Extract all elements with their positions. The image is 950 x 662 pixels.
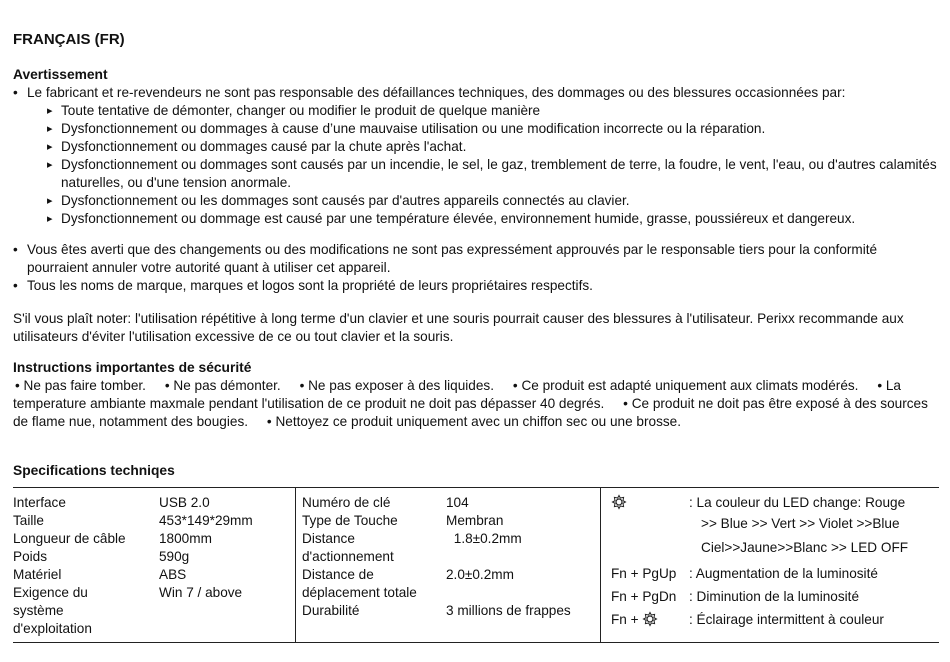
spec-value: 590g bbox=[159, 549, 190, 564]
notes-section bbox=[13, 241, 939, 295]
safety-heading: Instructions importantes de sécurité bbox=[13, 360, 252, 375]
warning-intro-text: Le fabricant et re-revendeurs ne sont pas responsable des défaillances techniques, des dommages ou des blessures occasionnées par: bbox=[27, 85, 846, 100]
notes-list bbox=[13, 241, 939, 295]
spec-row bbox=[302, 494, 600, 512]
spec-key: Distance de déplacement totale bbox=[302, 567, 417, 600]
spec-value: 1800mm bbox=[159, 531, 212, 546]
warning-item: ▸ Dysfonctionnement ou dommages sont causés par un incendie, le sel, le gaz, tremblement de terre, la foudre, le vent, l'eau, ou d'autres calamités naturelles, ou d'une tension anormale. bbox=[47, 156, 939, 192]
fn-desc: : Éclairage intermittent à couleur bbox=[689, 612, 884, 627]
note-item: • Tous les noms de marque, marques et logos sont la propriété de leurs propriétaires respectifs. bbox=[13, 277, 939, 295]
spec-value: 3 millions de frappes bbox=[446, 603, 571, 618]
spec-value: Membran bbox=[446, 513, 504, 528]
fn-row-pgdn bbox=[611, 588, 939, 606]
spec-key: Interface bbox=[13, 495, 66, 510]
led-gear-icon bbox=[611, 494, 689, 560]
warning-item: ▸ Dysfonctionnement ou les dommages sont causés par d'autres appareils connectés au clavier. bbox=[47, 192, 939, 210]
warning-item: ▸ Toute tentative de démonter, changer ou modifier le produit de quelque manière bbox=[47, 102, 939, 120]
led-gear-icon bbox=[642, 611, 658, 627]
specs-heading: Specifications techniqes bbox=[13, 463, 175, 478]
note-item: • Vous êtes averti que des changements ou des modifications ne sont pas expressément approuvés par le responsable tiers pour la conformité pourraient annuler votre autorité quant à utiliser cet appareil. bbox=[13, 241, 939, 277]
warning-item: ▸ Dysfonctionnement ou dommages à cause d’une mauvaise utilisation ou une modification incorrecte ou la réparation. bbox=[47, 120, 939, 138]
spec-key: Matériel bbox=[13, 567, 62, 582]
safety-item: Ne pas faire tomber. bbox=[23, 378, 146, 393]
safety-item: Ce produit ne doit pas être exposé à des sources de flame nue, notamment des bougies. bbox=[13, 396, 928, 429]
spec-value: 453*149*29mm bbox=[159, 513, 253, 528]
safety-item: Ne pas démonter. bbox=[173, 378, 281, 393]
spec-value: Win 7 / above bbox=[159, 585, 243, 600]
fn-row-pgup bbox=[611, 565, 939, 583]
led-line-2: >> Blue >> Vert >> Violet >>Blue bbox=[701, 516, 900, 531]
spec-key: Numéro de clé bbox=[302, 495, 391, 510]
warning-section bbox=[13, 66, 939, 228]
specs-column-1 bbox=[13, 488, 296, 643]
warning-sub-list bbox=[27, 102, 939, 228]
safety-item: Ne pas exposer à des liquides. bbox=[308, 378, 495, 393]
warning-intro bbox=[13, 84, 939, 228]
spec-row bbox=[13, 494, 295, 512]
fn-row-led-color bbox=[611, 494, 939, 560]
spec-row bbox=[302, 566, 600, 602]
language-title: FRANÇAIS (FR) bbox=[13, 31, 125, 48]
notice-text: S'il vous plaît noter: l'utilisation répétitive à long terme d'un clavier et une souris pourrait causer des blessures à l'utilisateur. Perixx recommande aux utilisateurs d'éviter l'utilisation excessive de ce ou tout clavier et la souris. bbox=[13, 311, 904, 344]
safety-item: Nettoyez ce produit uniquement avec un chiffon sec ou une brosse. bbox=[275, 414, 682, 429]
spec-row bbox=[13, 512, 295, 530]
warning-list bbox=[13, 84, 939, 228]
spec-key: Durabilité bbox=[302, 603, 360, 618]
fn-key: Fn + PgUp bbox=[611, 566, 677, 581]
spec-key: Type de Touche bbox=[302, 513, 398, 528]
notice-section bbox=[13, 310, 939, 346]
fn-key-text: Fn + bbox=[611, 612, 639, 627]
spec-row bbox=[302, 602, 600, 620]
specs-column-2 bbox=[296, 488, 601, 643]
led-color-desc bbox=[689, 494, 939, 560]
spec-value: 2.0±0.2mm bbox=[446, 567, 514, 582]
spec-row bbox=[13, 530, 295, 548]
safety-item: Ce produit est adapté uniquement aux climats modérés. bbox=[521, 378, 859, 393]
fn-desc: : Augmentation de la luminosité bbox=[689, 566, 878, 581]
spec-row bbox=[302, 530, 600, 566]
safety-section bbox=[13, 359, 939, 431]
spec-key: Distance d'actionnement bbox=[302, 531, 394, 564]
spec-row bbox=[13, 584, 295, 638]
spec-value: 1.8±0.2mm bbox=[453, 531, 522, 546]
spec-value: ABS bbox=[159, 567, 187, 582]
fn-desc: : Diminution de la luminosité bbox=[689, 589, 860, 604]
spec-value: USB 2.0 bbox=[159, 495, 210, 510]
warning-item: ▸ Dysfonctionnement ou dommages causé par la chute après l'achat. bbox=[47, 138, 939, 156]
spec-key: Exigence du système d'exploitation bbox=[13, 585, 92, 636]
spec-row bbox=[13, 566, 295, 584]
led-line-3: Ciel>>Jaune>>Blanc >> LED OFF bbox=[701, 540, 909, 555]
safety-items: • Ne pas faire tomber. • Ne pas démonter. • Ne pas exposer à des liquides. • Ce produit est adapté uniquement aux climats modérés. • La temperature ambiante maxmale pendant l'utilisation de ce produit ne doit pas dépasser 40 degrés. • Ce produit ne doit pas être exposé à des sources de flame nue, notamment des bougies. • Nettoyez ce produit uniquement avec un chiffon sec ou une brosse. bbox=[13, 378, 928, 429]
fn-row-led-flash bbox=[611, 611, 939, 629]
spec-key: Poids bbox=[13, 549, 48, 564]
spec-row bbox=[13, 548, 295, 566]
spec-key: Taille bbox=[13, 513, 44, 528]
fn-key bbox=[611, 611, 689, 629]
warning-item: ▸ Dysfonctionnement ou dommage est causé par une température élevée, environnement humide, grasse, poussiéreux et dangereux. bbox=[47, 210, 939, 228]
specs-table bbox=[13, 487, 939, 643]
safety-item: La temperature ambiante maxmale pendant l'utilisation de ce produit ne doit pas dépasser 40 degrés. bbox=[13, 378, 901, 411]
spec-key: Longueur de câble bbox=[13, 531, 126, 546]
specs-column-3 bbox=[601, 488, 940, 643]
led-line-1: : La couleur du LED change: Rouge bbox=[689, 495, 906, 510]
spec-row bbox=[302, 512, 600, 530]
warning-heading: Avertissement bbox=[13, 67, 108, 82]
specs-heading-wrap bbox=[13, 462, 939, 480]
fn-key: Fn + PgDn bbox=[611, 589, 677, 604]
spec-value: 104 bbox=[446, 495, 469, 510]
